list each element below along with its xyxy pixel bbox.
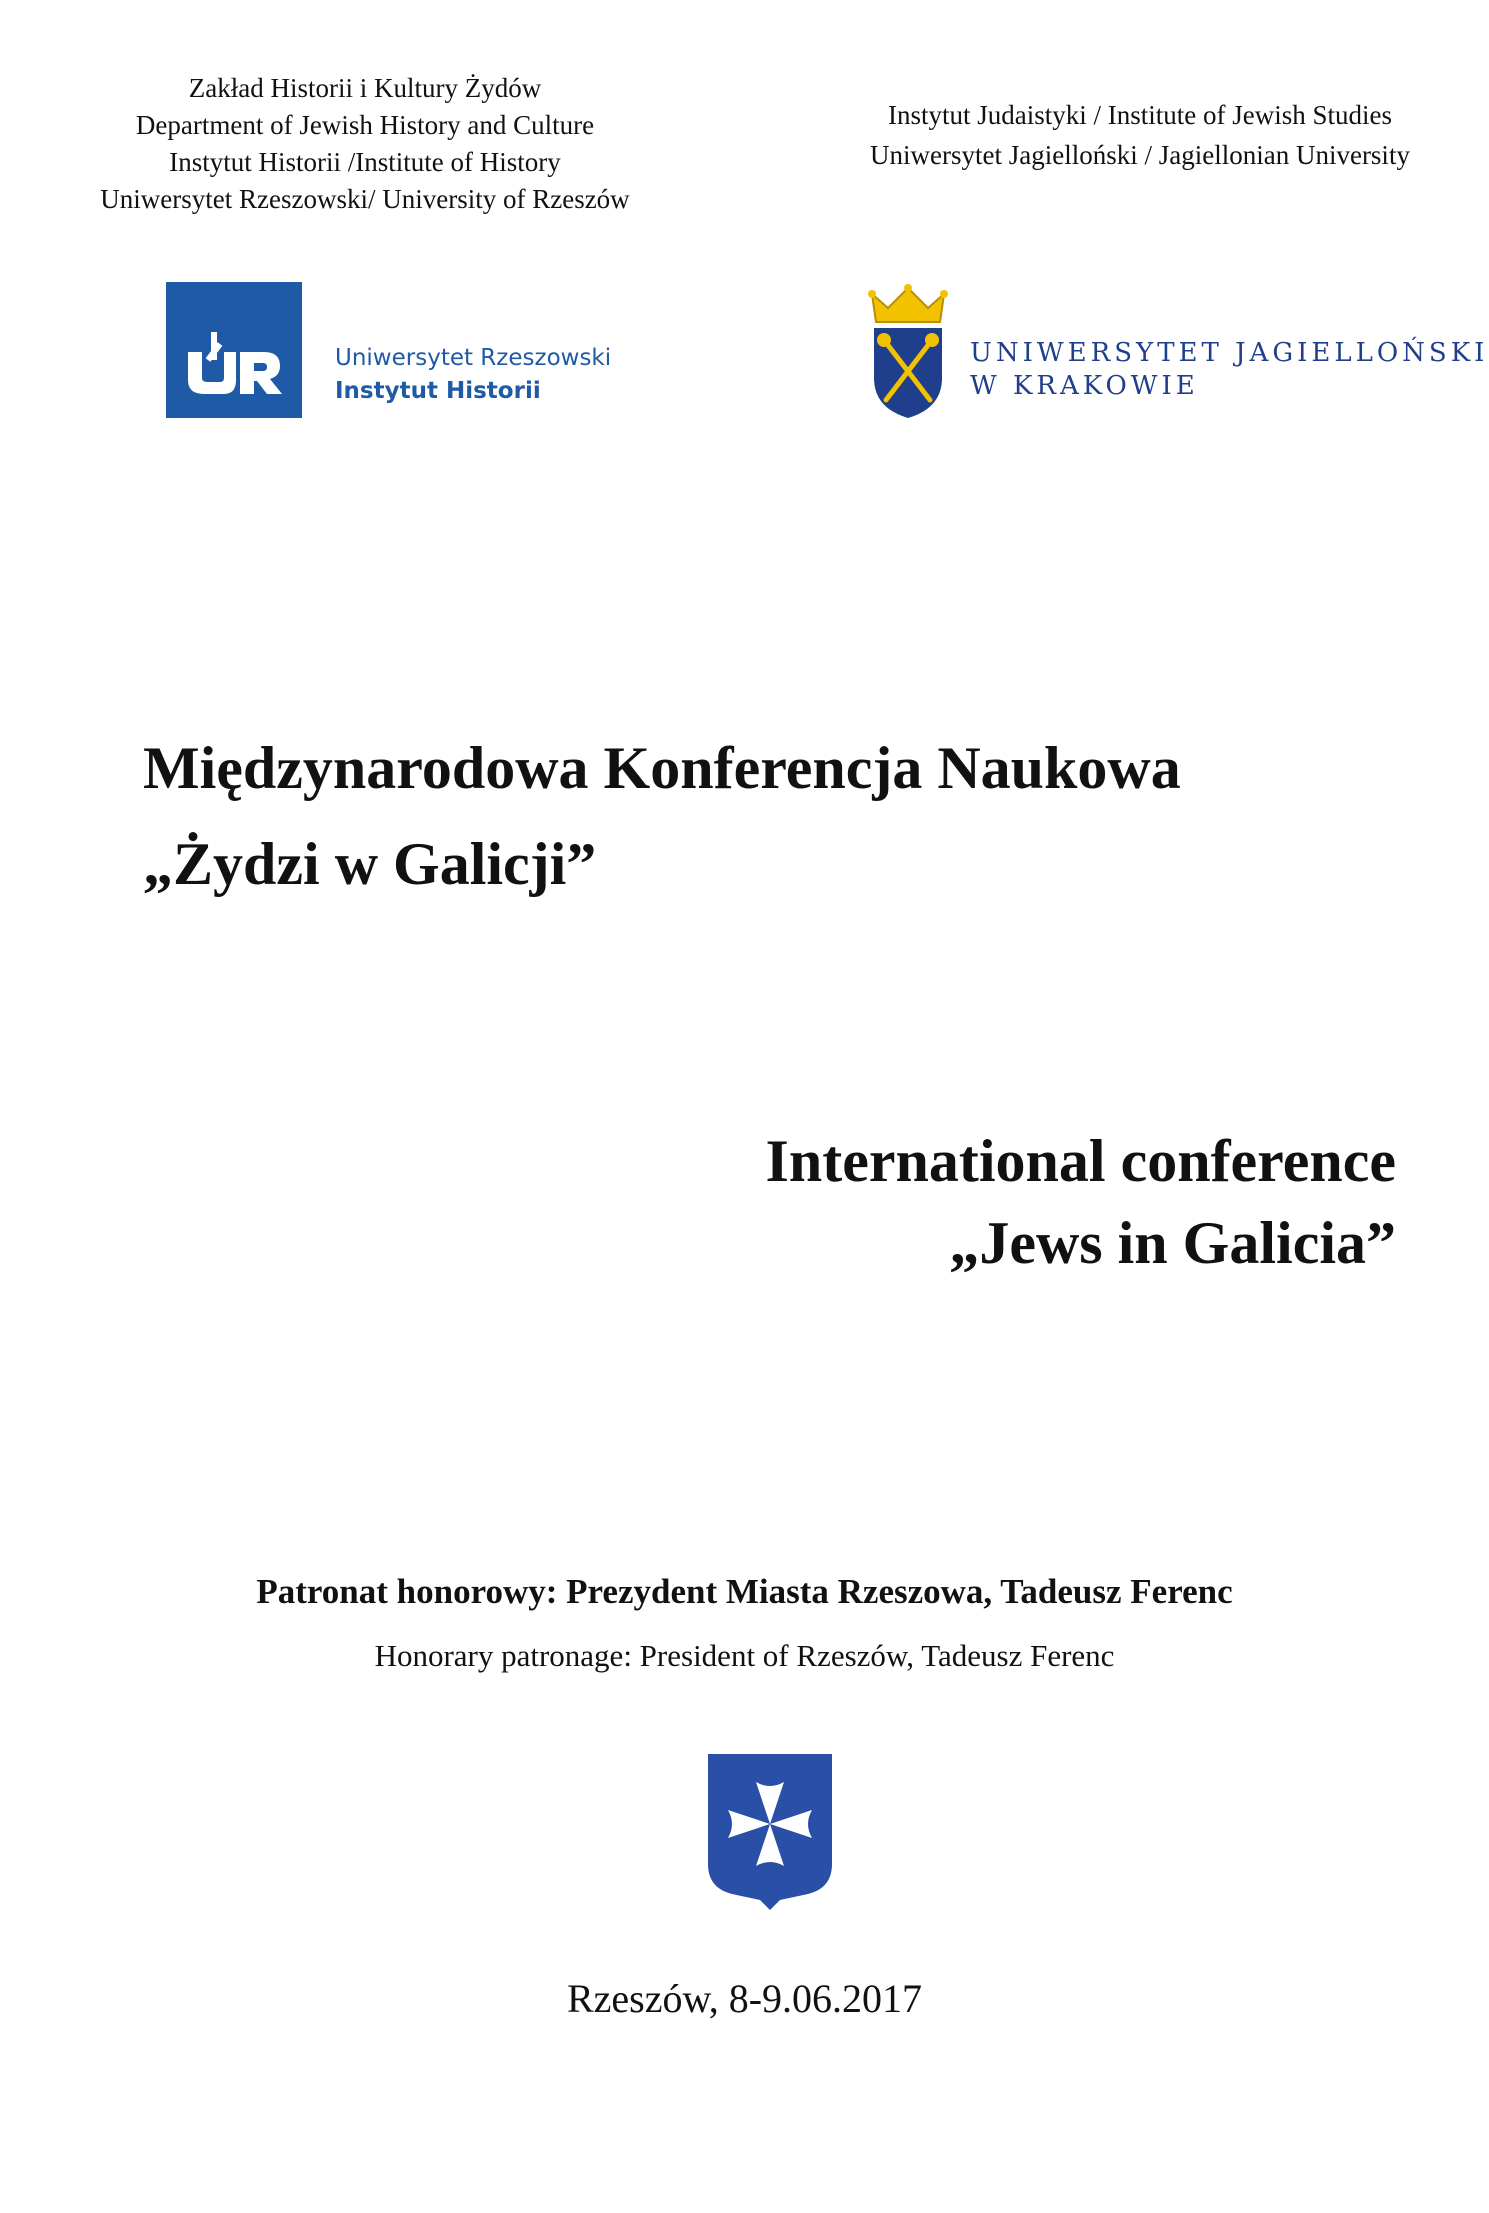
uj-logo-line2: W KRAKOWIE — [970, 371, 1199, 401]
title-polish-line2: „Żydzi w Galicji” — [143, 831, 597, 897]
title-polish — [143, 720, 1181, 912]
header-right-line: Uniwersytet Jagielloński / Jagiellonian University — [870, 140, 1410, 170]
place-date: Rzeszów, 8-9.06.2017 — [566, 1976, 923, 2021]
header-left-line: Uniwersytet Rzeszowski/ University of Rzeszów — [100, 184, 630, 214]
header-right — [800, 95, 1480, 175]
title-english-line1: International conference — [765, 1128, 1396, 1194]
title-polish-line1: Międzynarodowa Konferencja Naukowa — [143, 735, 1181, 801]
header-left — [40, 70, 690, 218]
uj-crest-icon — [868, 282, 948, 427]
title-english — [766, 1120, 1396, 1284]
ur-logo-line1: Uniwersytet Rzeszowski — [335, 345, 612, 371]
title-english-line2: „Jews in Galicia” — [949, 1210, 1396, 1276]
ur-logo-line2: Instytut Historii — [335, 378, 541, 404]
patronage-polish: Patronat honorowy: Prezydent Miasta Rzeszowa, Tadeusz Ferenc — [256, 1572, 1233, 1611]
patronage-english: Honorary patronage: President of Rzeszów, Tadeusz Ferenc — [374, 1638, 1115, 1673]
header-left-line: Instytut Historii /Institute of History — [169, 147, 561, 177]
header-left-line: Department of Jewish History and Culture — [135, 110, 595, 140]
header-left-line: Zakład Historii i Kultury Żydów — [188, 73, 542, 103]
uj-logo-line1: UNIWERSYTET JAGIELLOŃSKI — [970, 338, 1489, 368]
rzeszow-coat-of-arms-icon — [706, 1752, 834, 1917]
ur-logo-icon — [166, 282, 302, 418]
header-right-line: Instytut Judaistyki / Institute of Jewish Studies — [888, 100, 1392, 130]
